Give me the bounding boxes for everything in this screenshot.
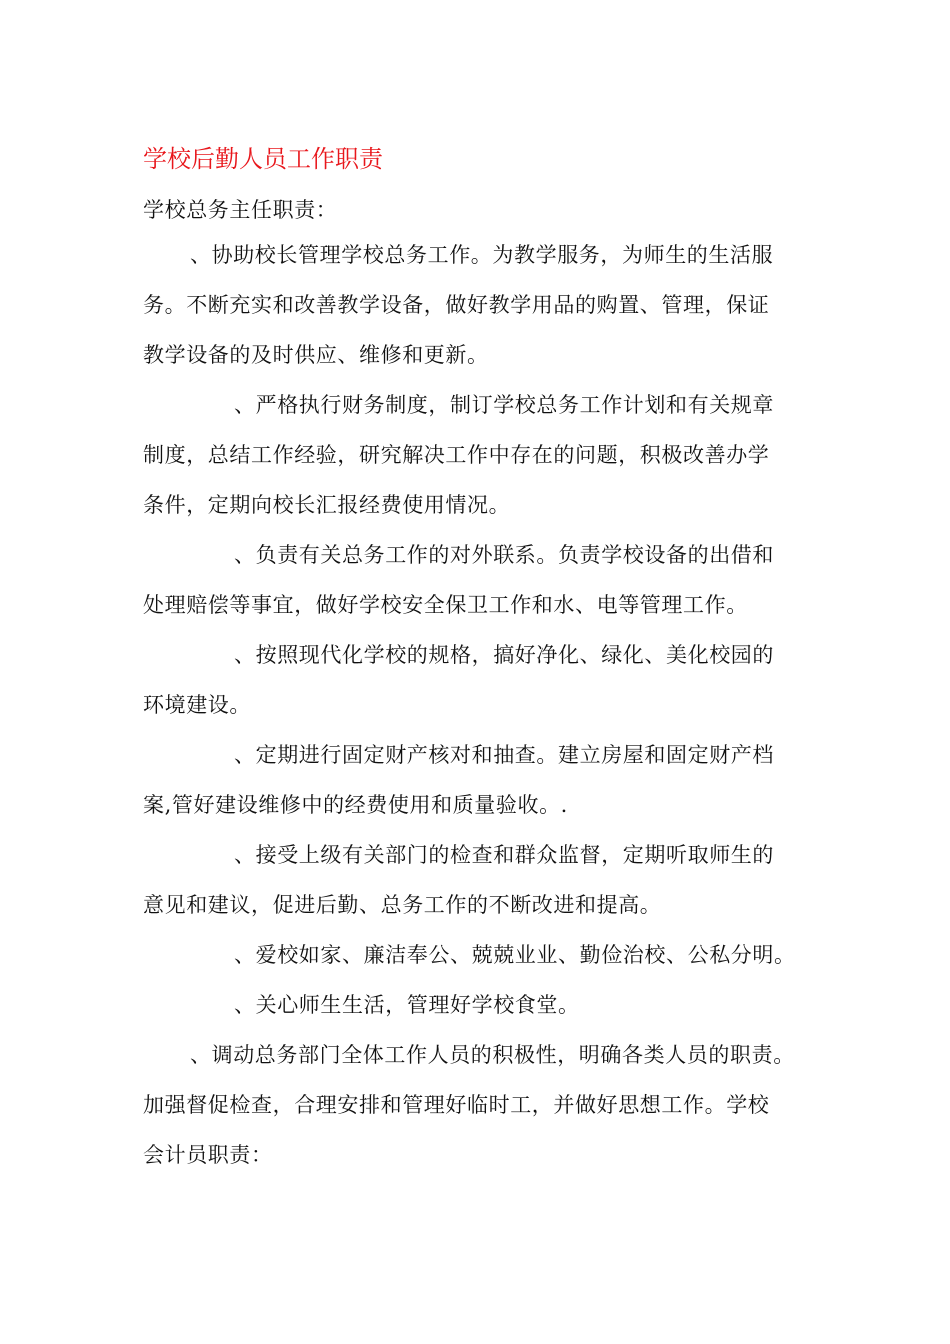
paragraph-line: 条件，定期向校长汇报经费使用情况。: [143, 493, 511, 517]
paragraph-line: 、定期进行固定财产核对和抽查。建立房屋和固定财产档: [234, 743, 774, 767]
paragraph-line: 案,管好建设维修中的经费使用和质量验收。.: [143, 793, 568, 817]
document-title: 学校后勤人员工作职责: [143, 145, 383, 173]
paragraph-line: 教学设备的及时供应、维修和更新。: [143, 343, 489, 367]
paragraph-line: 务。不断充实和改善教学设备，做好教学用品的购置、管理，保证: [143, 293, 770, 317]
paragraph-line: 、按照现代化学校的规格，搞好净化、绿化、美化校园的: [234, 643, 774, 667]
section-heading-accountant: 会计员职责：: [143, 1143, 273, 1167]
paragraph-line: 环境建设。: [143, 693, 251, 717]
paragraph-line: 加强督促检查，合理安排和管理好临时工，并做好思想工作。学校: [143, 1093, 770, 1117]
paragraph-line: 、负责有关总务工作的对外联系。负责学校设备的出借和: [234, 543, 774, 567]
paragraph-line: 、严格执行财务制度，制订学校总务工作计划和有关规章: [234, 393, 774, 417]
paragraph-line: 、关心师生生活，管理好学校食堂。: [234, 993, 580, 1017]
paragraph-line: 、调动总务部门全体工作人员的积极性，明确各类人员的职责。: [190, 1043, 795, 1067]
paragraph-line: 、接受上级有关部门的检查和群众监督，定期听取师生的: [234, 843, 774, 867]
section-heading-general-affairs-director: 学校总务主任职责：: [143, 198, 338, 222]
paragraph-line: 制度，总结工作经验，研究解决工作中存在的问题，积极改善办学: [143, 443, 770, 467]
paragraph-line: 、爱校如家、廉洁奉公、兢兢业业、勤俭治校、公私分明。: [234, 943, 796, 967]
paragraph-line: 意见和建议，促进后勤、总务工作的不断改进和提高。: [143, 893, 662, 917]
paragraph-line: 处理赔偿等事宜，做好学校安全保卫工作和水、电等管理工作。: [143, 593, 748, 617]
paragraph-line: 、协助校长管理学校总务工作。为教学服务，为师生的生活服: [190, 243, 774, 267]
